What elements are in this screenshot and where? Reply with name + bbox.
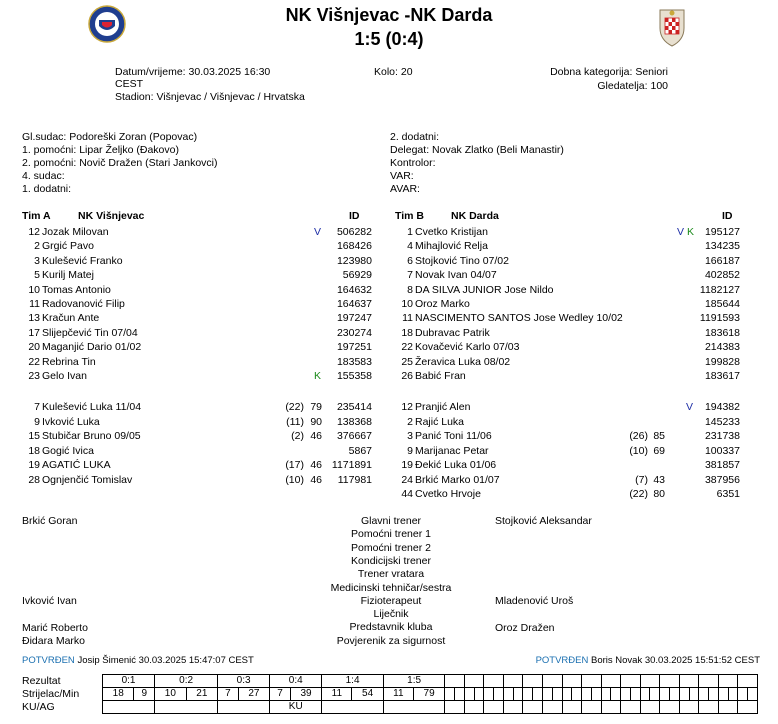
goal-minute-cell: 27 xyxy=(238,688,269,701)
team-b-label: Tim B xyxy=(395,210,424,222)
scorer-number-cell xyxy=(699,688,709,701)
player-name: Tomas Antonio xyxy=(42,283,111,296)
match-round: Kolo: 20 xyxy=(374,66,413,78)
player-id: 194382 xyxy=(704,401,740,413)
scorer-number-cell xyxy=(679,688,689,701)
player-name: Babić Fran xyxy=(415,370,466,382)
scorer-number-cell: 18 xyxy=(103,688,134,701)
player-id: 123980 xyxy=(336,254,372,267)
sub-player-row xyxy=(0,487,760,501)
player-number: 13 xyxy=(28,312,40,325)
player-number: 11 xyxy=(29,298,40,310)
ku-cell xyxy=(543,701,563,714)
home-security: Đidara Marko xyxy=(22,635,86,647)
scorer-number-cell xyxy=(660,688,670,701)
replaced-player: (22) xyxy=(629,488,648,500)
player-number: 15 xyxy=(28,430,40,442)
scorer-number-cell xyxy=(543,688,553,701)
scorer-number-cell xyxy=(484,688,494,701)
player-number: 26 xyxy=(401,370,413,382)
sub-player-row xyxy=(0,400,760,414)
player-number: 3 xyxy=(407,430,413,442)
ku-cell xyxy=(582,701,602,714)
player-name: Cvetko Kristijan xyxy=(415,226,488,238)
player-number: 17 xyxy=(28,326,40,339)
player-name: Slijepčević Tin 07/04 xyxy=(42,326,138,339)
ku-cell xyxy=(484,701,504,714)
away-physio: Mladenović Uroš xyxy=(495,595,574,607)
player-id: 199828 xyxy=(704,355,740,368)
spectator-count: Gledatelja: 100 xyxy=(597,80,668,92)
player-number: 11 xyxy=(402,312,413,325)
scorer-number-cell: 11 xyxy=(322,688,352,701)
player-name: Mihajlović Relja xyxy=(415,240,488,253)
player-name: Cvetko Hrvoje xyxy=(415,488,481,500)
player-name: Dubravac Patrik xyxy=(415,326,490,339)
ku-cell xyxy=(718,701,738,714)
player-row xyxy=(0,225,760,239)
result-cell xyxy=(640,675,660,688)
result-cell xyxy=(562,675,582,688)
ku-cell xyxy=(523,701,543,714)
scorer-number-cell xyxy=(738,688,748,701)
goal-minute-cell xyxy=(455,688,465,701)
player-name: Rajić Luka xyxy=(415,415,465,428)
player-number: 7 xyxy=(407,269,413,282)
result-cell xyxy=(601,675,621,688)
away-confirmed-by: Boris Novak 30.03.2025 15:51:52 CEST xyxy=(591,655,760,666)
scorer-number-cell xyxy=(582,688,592,701)
player-name: Gelo Ivan xyxy=(42,370,87,382)
player-row xyxy=(0,355,760,369)
player-name: Kulešević Franko xyxy=(42,254,123,267)
goal-minute-cell: 39 xyxy=(290,688,321,701)
row-label-scorer: Strijelac/Min xyxy=(22,688,80,700)
home-confirmed-badge: POTVRĐEN xyxy=(22,655,75,666)
captain-mark: K xyxy=(687,226,695,238)
goal-minute-cell xyxy=(630,688,640,701)
player-name: DA SILVA JUNIOR Jose Nildo xyxy=(415,283,554,296)
player-id: 155358 xyxy=(336,370,372,382)
scorer-number-cell xyxy=(445,688,455,701)
official-line: 1. dodatni: xyxy=(22,183,72,195)
result-cell xyxy=(699,675,719,688)
player-id: 6351 xyxy=(716,488,740,500)
scorer-number-cell xyxy=(640,688,650,701)
player-name: Đekić Luka 01/06 xyxy=(415,459,497,471)
result-cell: 0:2 xyxy=(155,675,218,688)
player-number: 23 xyxy=(28,370,40,382)
home-head-coach: Brkić Goran xyxy=(22,515,78,527)
home-representative: Marić Roberto xyxy=(22,622,88,634)
goal-minute-cell: 79 xyxy=(413,688,444,701)
player-id: 183617 xyxy=(704,370,740,382)
scorer-number-cell xyxy=(503,688,513,701)
result-row xyxy=(103,675,758,688)
player-number: 1 xyxy=(407,226,413,238)
player-id: 231738 xyxy=(704,430,740,442)
sub-player-row xyxy=(0,473,760,487)
staff-role: Fizioterapeut xyxy=(360,594,422,607)
goal-minute-cell: 9 xyxy=(134,688,155,701)
result-cell xyxy=(582,675,602,688)
player-id: 1182127 xyxy=(699,283,740,296)
player-id: 100337 xyxy=(704,444,740,457)
replaced-player: (2) xyxy=(291,430,304,442)
staff-role: Povjerenik za sigurnost xyxy=(336,634,446,647)
sub-minute: 43 xyxy=(653,473,665,486)
goal-minute-cell xyxy=(494,688,504,701)
age-category: Dobna kategorija: Seniori xyxy=(550,66,668,78)
replaced-player: (22) xyxy=(285,401,304,413)
player-row xyxy=(0,326,760,340)
match-timezone: CEST xyxy=(115,78,144,90)
player-name: Kračun Ante xyxy=(42,312,100,325)
result-cell xyxy=(503,675,523,688)
goal-minute-cell xyxy=(689,688,699,701)
player-number: 2 xyxy=(34,240,40,253)
player-id: 197251 xyxy=(336,341,372,354)
player-id: 164637 xyxy=(336,298,372,310)
away-confirmation xyxy=(536,655,760,666)
goal-minute-cell xyxy=(513,688,523,701)
player-number: 7 xyxy=(34,401,40,413)
goal-minute-cell: 54 xyxy=(352,688,383,701)
player-name: Stubičar Bruno 09/05 xyxy=(42,430,141,442)
sub-minute: 46 xyxy=(310,459,322,471)
player-id: 402852 xyxy=(704,269,740,282)
scorer-number-cell: 10 xyxy=(155,688,186,701)
staff-role: Liječnik xyxy=(373,608,409,621)
player-name: Oroz Marko xyxy=(415,298,470,310)
player-number: 9 xyxy=(34,415,40,428)
sub-minute: 85 xyxy=(653,430,665,442)
player-name: Kulešević Luka 11/04 xyxy=(42,401,142,413)
team-a-label: Tim A xyxy=(22,210,51,222)
player-id: 166187 xyxy=(704,254,740,267)
ku-cell xyxy=(445,701,465,714)
player-number: 19 xyxy=(28,459,40,471)
goal-minute-cell xyxy=(591,688,601,701)
result-cell: 1:5 xyxy=(383,675,445,688)
player-name: Stojković Tino 07/02 xyxy=(415,254,509,267)
player-name: Žeravica Luka 08/02 xyxy=(415,355,511,368)
result-cell xyxy=(679,675,699,688)
player-name: Jozak Milovan xyxy=(42,226,109,238)
goalkeeper-mark: V xyxy=(686,401,694,413)
player-id: 138368 xyxy=(336,415,372,428)
goal-minute-cell xyxy=(572,688,582,701)
player-name: Novak Ivan 04/07 xyxy=(415,269,497,282)
scorer-row xyxy=(103,688,758,701)
team-a-name: NK Višnjevac xyxy=(78,210,145,222)
player-number: 12 xyxy=(28,226,40,238)
ku-cell xyxy=(562,701,582,714)
scorer-number-cell xyxy=(718,688,728,701)
ku-cell: KU xyxy=(270,701,322,714)
player-name: Kurilj Matej xyxy=(42,269,94,282)
player-name: Brkić Marko 01/07 xyxy=(415,473,500,486)
player-row xyxy=(0,369,760,383)
player-id: 1191593 xyxy=(699,312,740,325)
player-id: 183618 xyxy=(704,326,740,339)
player-number: 8 xyxy=(407,283,413,296)
ku-cell xyxy=(218,701,270,714)
player-name: Kovačević Karlo 07/03 xyxy=(415,341,520,354)
result-cell xyxy=(543,675,563,688)
result-cell: 0:1 xyxy=(103,675,155,688)
ku-cell xyxy=(679,701,699,714)
result-cell xyxy=(738,675,758,688)
player-number: 44 xyxy=(401,488,413,500)
player-name: Maganjić Dario 01/02 xyxy=(42,341,142,354)
ku-row xyxy=(103,701,758,714)
player-id: 164632 xyxy=(336,283,372,296)
team-b-id-header: ID xyxy=(722,210,733,222)
player-id: 197247 xyxy=(336,312,372,325)
player-id: 183583 xyxy=(336,355,372,368)
away-head-coach: Stojković Aleksandar xyxy=(495,515,592,527)
scorer-number-cell xyxy=(621,688,631,701)
ku-cell xyxy=(103,701,155,714)
sub-player-row xyxy=(0,458,760,472)
ku-cell xyxy=(503,701,523,714)
player-name: Gogić Ivica xyxy=(42,444,94,457)
player-row xyxy=(0,283,760,297)
goal-minute-cell xyxy=(669,688,679,701)
goal-minute-cell xyxy=(709,688,719,701)
result-cell xyxy=(523,675,543,688)
player-number: 20 xyxy=(28,341,40,354)
official-line: 2. dodatni: xyxy=(390,131,440,143)
player-name: AGATIĆ LUKA xyxy=(42,459,111,471)
goal-minute-cell xyxy=(728,688,738,701)
scorer-number-cell: 11 xyxy=(383,688,413,701)
player-number: 9 xyxy=(407,444,413,457)
sub-minute: 80 xyxy=(653,488,665,500)
player-id: 195127 xyxy=(704,226,740,238)
player-name: Ognjenčić Tomislav xyxy=(42,473,133,486)
player-row xyxy=(0,254,760,268)
sub-player-row xyxy=(0,444,760,458)
player-row xyxy=(0,297,760,311)
sub-player-row xyxy=(0,415,760,429)
match-title: NK Višnjevac -NK Darda xyxy=(285,5,493,25)
home-confirmation xyxy=(22,655,254,666)
match-datetime: Datum/vrijeme: 30.03.2025 16:30 xyxy=(115,66,271,78)
player-id: 134235 xyxy=(704,240,740,253)
official-line: 2. pomoćni: Novič Dražen (Stari Jankovci) xyxy=(22,157,218,169)
result-cell: 0:4 xyxy=(270,675,322,688)
goal-minute-cell xyxy=(748,688,758,701)
player-number: 19 xyxy=(401,459,413,471)
match-stadium: Stadion: Višnjevac / Višnjevac / Hrvatska xyxy=(115,91,305,103)
player-row xyxy=(0,239,760,253)
goalkeeper-mark: V xyxy=(677,226,685,238)
sub-minute: 90 xyxy=(310,415,322,428)
staff-role: Trener vratara xyxy=(357,568,425,581)
player-name: Rebrina Tin xyxy=(42,355,96,368)
ku-cell xyxy=(601,701,621,714)
player-number: 18 xyxy=(401,326,413,339)
player-row xyxy=(0,311,760,325)
away-confirmed-badge: POTVRĐEN xyxy=(535,655,589,666)
result-cell: 1:4 xyxy=(322,675,384,688)
player-number: 22 xyxy=(401,341,413,354)
player-id: 185644 xyxy=(704,298,740,310)
ku-cell xyxy=(621,701,641,714)
team-b-name: NK Darda xyxy=(451,210,499,222)
player-number: 25 xyxy=(401,355,413,368)
ku-cell xyxy=(660,701,680,714)
scorer-number-cell xyxy=(601,688,611,701)
player-id: 168426 xyxy=(336,240,372,253)
result-cell xyxy=(718,675,738,688)
goal-minute-cell: 21 xyxy=(186,688,217,701)
staff-role: Predstavnik kluba xyxy=(349,621,433,634)
player-number: 18 xyxy=(28,444,40,457)
player-name: Grgić Pavo xyxy=(42,240,94,253)
player-number: 22 xyxy=(28,355,40,368)
replaced-player: (10) xyxy=(285,473,304,486)
player-row xyxy=(0,340,760,354)
player-number: 6 xyxy=(407,254,413,267)
scorer-number-cell xyxy=(464,688,474,701)
official-line: 4. sudac: xyxy=(22,170,65,182)
official-line: Gl.sudac: Podoreški Zoran (Popovac) xyxy=(22,131,198,143)
player-id: 381857 xyxy=(704,459,740,471)
player-id: 230274 xyxy=(336,326,372,339)
player-number: 24 xyxy=(401,473,413,486)
official-line: VAR: xyxy=(390,170,414,182)
official-line: 1. pomoćni: Lipar Željko (Đakovo) xyxy=(22,144,179,156)
match-score: 1:5 (0:4) xyxy=(354,29,424,49)
player-number: 28 xyxy=(28,473,40,486)
player-id: 5867 xyxy=(348,444,372,457)
team-a-id-header: ID xyxy=(349,210,360,222)
sub-minute: 79 xyxy=(310,401,322,413)
player-number: 10 xyxy=(401,298,413,310)
player-name: Pranjić Alen xyxy=(415,401,471,413)
goal-minute-cell xyxy=(474,688,484,701)
staff-role: Pomoćni trener 2 xyxy=(351,541,431,554)
captain-mark: K xyxy=(314,370,322,382)
player-id: 376667 xyxy=(336,430,372,442)
player-number: 12 xyxy=(401,401,413,413)
player-number: 2 xyxy=(407,415,413,428)
player-name: Radovanović Filip xyxy=(42,298,125,310)
sub-minute: 69 xyxy=(653,444,665,457)
result-cell xyxy=(445,675,465,688)
goalkeeper-mark: V xyxy=(314,226,322,238)
home-confirmed-by: Josip Šimenić 30.03.2025 15:47:07 CEST xyxy=(77,655,254,666)
player-name: Ivković Luka xyxy=(42,415,100,428)
player-name: Panić Toni 11/06 xyxy=(415,430,492,442)
row-label-ku: KU/AG xyxy=(22,701,55,713)
player-name: NASCIMENTO SANTOS Jose Wedley 10/02 xyxy=(415,312,623,325)
player-name: Marijanac Petar xyxy=(415,444,489,457)
away-representative: Oroz Dražen xyxy=(495,622,555,634)
ku-cell xyxy=(155,701,218,714)
goal-timeline-table xyxy=(102,674,758,714)
replaced-player: (10) xyxy=(629,444,648,457)
sub-minute: 46 xyxy=(310,473,322,486)
staff-role: Pomoćni trener 1 xyxy=(351,528,431,541)
goal-minute-cell xyxy=(650,688,660,701)
replaced-player: (17) xyxy=(285,459,304,471)
replaced-player: (7) xyxy=(635,473,648,486)
replaced-player: (11) xyxy=(286,415,304,428)
player-id: 214383 xyxy=(704,341,740,354)
scorer-number-cell: 7 xyxy=(218,688,239,701)
player-number: 4 xyxy=(407,240,413,253)
ku-cell xyxy=(464,701,484,714)
official-line: Delegat: Novak Zlatko (Beli Manastir) xyxy=(390,144,564,156)
scorer-number-cell xyxy=(562,688,572,701)
sub-player-row xyxy=(0,429,760,443)
official-line: Kontrolor: xyxy=(390,157,436,169)
goal-minute-cell xyxy=(533,688,543,701)
result-cell xyxy=(484,675,504,688)
player-number: 3 xyxy=(34,254,40,267)
player-number: 5 xyxy=(34,269,40,282)
scorer-number-cell: 7 xyxy=(270,688,291,701)
goal-minute-cell xyxy=(552,688,562,701)
replaced-player: (26) xyxy=(629,430,648,442)
goal-minute-cell xyxy=(611,688,621,701)
result-cell: 0:3 xyxy=(218,675,270,688)
staff-role: Medicinski tehničar/sestra xyxy=(330,581,452,594)
official-line: AVAR: xyxy=(390,183,420,195)
ku-cell xyxy=(383,701,445,714)
player-id: 506282 xyxy=(336,226,372,238)
player-id: 387956 xyxy=(704,473,740,486)
player-id: 145233 xyxy=(704,415,740,428)
ku-cell xyxy=(699,701,719,714)
sub-minute: 46 xyxy=(310,430,322,442)
ku-cell xyxy=(738,701,758,714)
staff-role: Kondicijski trener xyxy=(351,554,431,567)
result-cell xyxy=(464,675,484,688)
result-cell xyxy=(621,675,641,688)
player-id: 117981 xyxy=(337,473,372,486)
result-cell xyxy=(660,675,680,688)
scorer-number-cell xyxy=(523,688,533,701)
player-id: 56929 xyxy=(342,269,372,282)
row-label-result: Rezultat xyxy=(22,675,61,687)
home-physio: Ivković Ivan xyxy=(22,595,77,607)
player-id: 1171891 xyxy=(331,459,372,471)
staff-role: Glavni trener xyxy=(360,515,422,527)
ku-cell xyxy=(322,701,384,714)
player-id: 235414 xyxy=(336,401,372,413)
player-row xyxy=(0,268,760,282)
player-number: 10 xyxy=(28,283,40,296)
ku-cell xyxy=(640,701,660,714)
